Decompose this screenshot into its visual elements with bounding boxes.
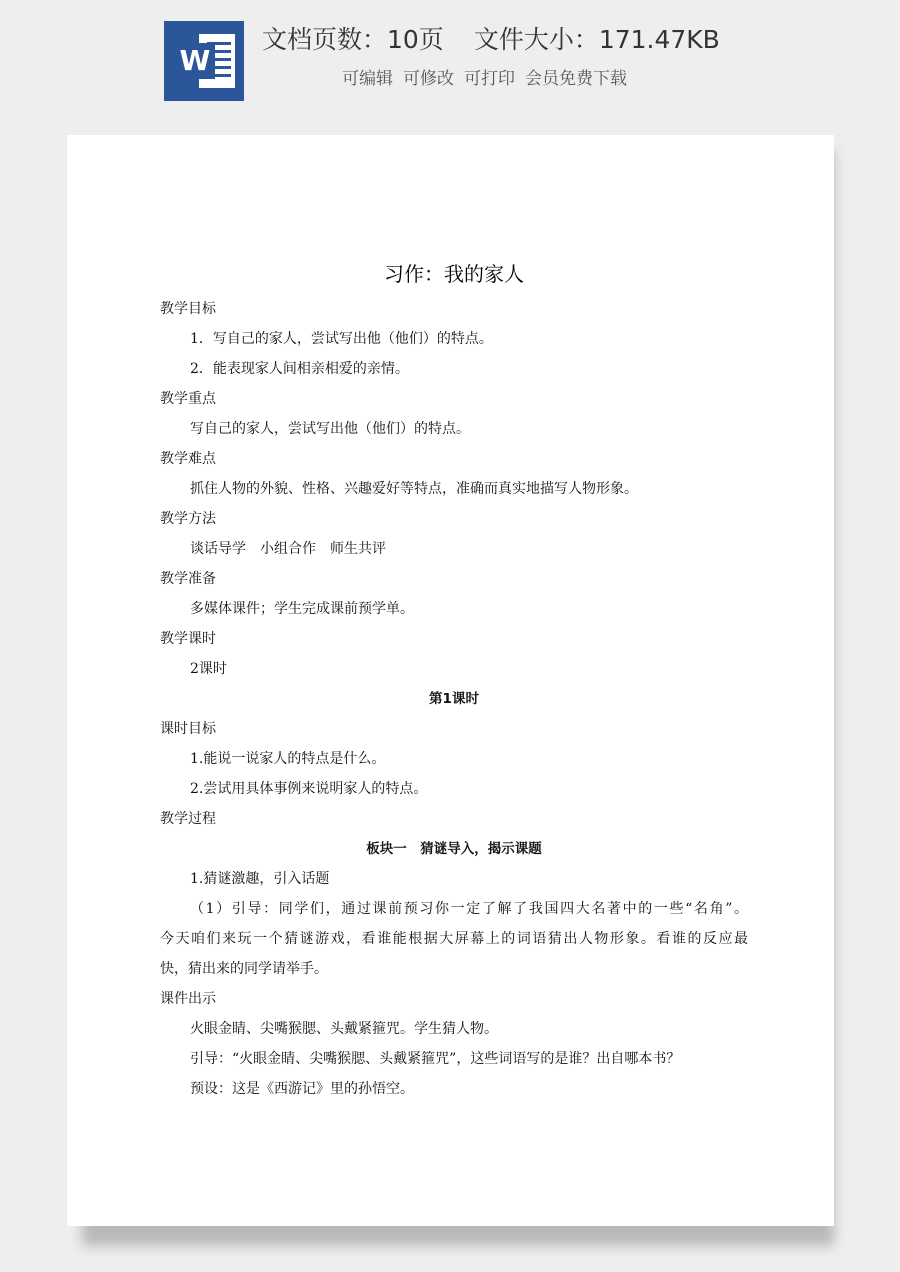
feature-printable: 可打印 bbox=[464, 69, 515, 89]
document-line: 多媒体课件；学生完成课前预学单。 bbox=[190, 601, 414, 617]
word-logo-letter: W bbox=[175, 43, 215, 79]
document-line: 教学重点 bbox=[160, 391, 216, 407]
document-line: 今天咱们来玩一个猜谜游戏，看谁能根据大屏幕上的词语猜出人物形象。看谁的反应最 bbox=[160, 931, 748, 947]
document-title: 习作：我的家人 bbox=[384, 262, 524, 286]
document-line: 快，猜出来的同学请举手。 bbox=[160, 961, 328, 977]
document-line: 1．写自己的家人，尝试写出他（他们）的特点。 bbox=[190, 331, 493, 347]
document-line: 教学过程 bbox=[160, 811, 216, 827]
document-line: 教学课时 bbox=[160, 631, 216, 647]
section-heading: 板块一 猜谜导入，揭示课题 bbox=[366, 841, 542, 857]
file-info bbox=[262, 20, 882, 60]
download-banner bbox=[0, 0, 900, 118]
document-line: 抓住人物的外貌、性格、兴趣爱好等特点，准确而真实地描写人物形象。 bbox=[190, 481, 638, 497]
document-line: 1.能说一说家人的特点是什么。 bbox=[190, 751, 386, 767]
document-line: 1.猜谜激趣，引入话题 bbox=[190, 871, 330, 887]
document-line: 火眼金睛、尖嘴猴腮、头戴紧箍咒。学生猜人物。 bbox=[190, 1021, 498, 1037]
feature-editable: 可编辑 bbox=[342, 69, 393, 89]
document-line: 2．能表现家人间相亲相爱的亲情。 bbox=[190, 361, 409, 377]
document-line: 教学准备 bbox=[160, 571, 216, 587]
document-line: 2.尝试用具体事例来说明家人的特点。 bbox=[190, 781, 428, 797]
document-line: 教学目标 bbox=[160, 301, 216, 317]
word-document-icon bbox=[164, 21, 244, 101]
document-line: 引导：“火眼金睛、尖嘴猴腮、头戴紧箍咒”，这些词语写的是谁？出自哪本书？ bbox=[190, 1051, 681, 1067]
document-line: 预设：这是《西游记》里的孙悟空。 bbox=[190, 1081, 414, 1097]
feature-modifiable: 可修改 bbox=[403, 69, 454, 89]
document-line: （1）引导：同学们，通过课前预习你一定了解了我国四大名著中的一些“名角”。 bbox=[190, 901, 748, 917]
section-heading: 第1课时 bbox=[429, 691, 479, 707]
document-line: 课件出示 bbox=[160, 991, 216, 1007]
file-size: 文件大小：171.47KB bbox=[473, 25, 720, 54]
document-line: 教学方法 bbox=[160, 511, 216, 527]
document-line: 谈话导学 小组合作 师生共评 bbox=[190, 541, 386, 557]
page-count: 文档页数：10页 bbox=[262, 25, 444, 54]
document-line: 课时目标 bbox=[160, 721, 216, 737]
document-line: 写自己的家人，尝试写出他（他们）的特点。 bbox=[190, 421, 470, 437]
document-page bbox=[67, 135, 834, 1226]
feature-member-download: 会员免费下载 bbox=[525, 69, 627, 89]
feature-list bbox=[342, 65, 882, 93]
document-line: 教学难点 bbox=[160, 451, 216, 467]
document-line: 2课时 bbox=[190, 661, 227, 677]
